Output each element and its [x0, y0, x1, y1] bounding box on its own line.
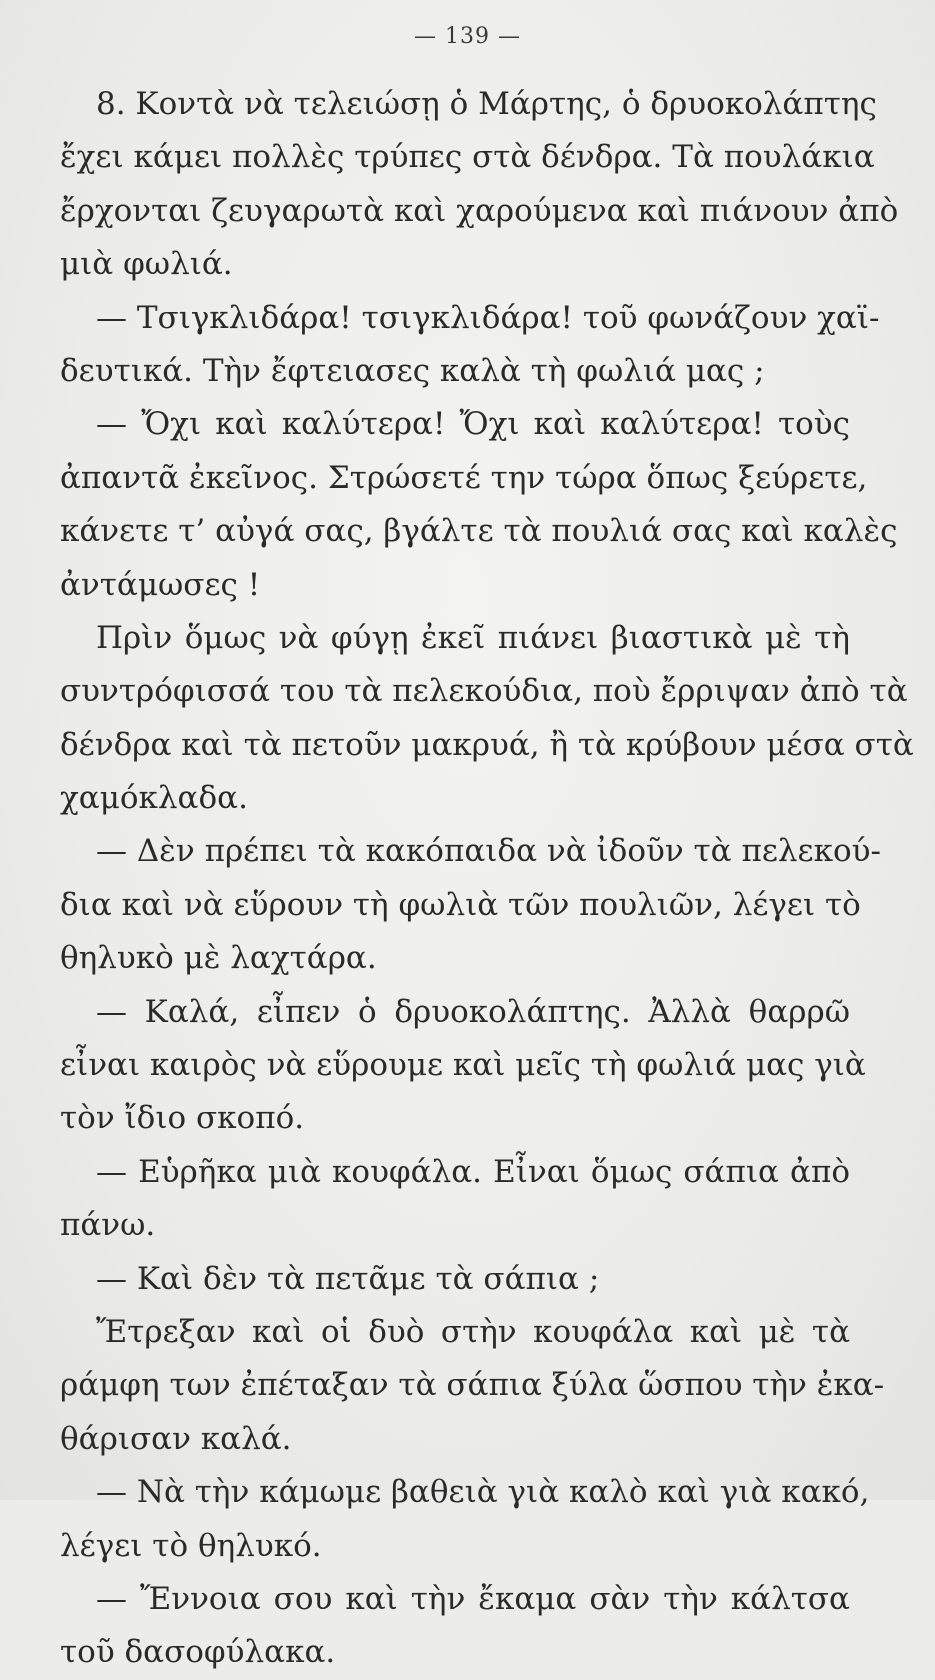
text-line: τὸν ἴδιο σκοπό.	[60, 1100, 305, 1137]
page-number-header: — 139 —	[414, 24, 521, 49]
text-line: ἀντάμωσες !	[60, 566, 261, 603]
text-line: χαμόκλαδα.	[60, 780, 248, 817]
text-line: — Νὰ τὴν κάμωμε βαθειὰ γιὰ καλὸ καὶ γιὰ κακό,	[96, 1474, 870, 1511]
text-line: — Ἔννοια σου καὶ τὴν ἔκαμα σὰν τὴν κάλτσα	[96, 1580, 850, 1617]
text-line: δένδρα καὶ τὰ πετοῦν μακρυά, ἢ τὰ κρύβουν μέσα στὰ	[60, 726, 914, 763]
text-line: — Δὲν πρέπει τὰ κακόπαιδα νὰ ἰδοῦν τὰ πελεκού-	[96, 833, 881, 870]
text-line: ἔχει κάμει πολλὲς τρύπες στὰ δένδρα. Τὰ πουλάκια	[60, 139, 875, 176]
text-line: 8. Κοντὰ νὰ τελειώσῃ ὁ Μάρτης, ὁ δρυοκολάπτης	[96, 86, 877, 122]
text-line: Ἔτρεξαν καὶ οἱ δυὸ στὴν κουφάλα καὶ μὲ τὰ	[96, 1313, 850, 1350]
text-line: — Ὄχι καὶ καλύτερα! Ὄχι καὶ καλύτερα! τοὺς	[96, 406, 850, 443]
text-line: μιὰ φωλιά.	[60, 246, 233, 283]
text-line: — Εὑρῆκα μιὰ κουφάλα. Εἶναι ὅμως σάπια ἀπὸ	[96, 1153, 850, 1190]
text-line: τοῦ δασοφύλακα.	[60, 1634, 336, 1671]
text-line: εἶναι καιρὸς νὰ εὕρουμε καὶ μεῖς τὴ φωλιά μας γιὰ	[60, 1047, 866, 1084]
text-line: Πρὶν ὅμως νὰ φύγῃ ἐκεῖ πιάνει βιαστικὰ μὲ τὴ	[96, 619, 850, 656]
body-text	[60, 78, 914, 1680]
text-line: — Τσιγκλιδάρα! τσιγκλιδάρα! τοῦ φωνάζουν χαϊ-	[96, 299, 880, 336]
text-line: θηλυκὸ μὲ λαχτάρα.	[60, 940, 377, 977]
text-line: δια καὶ νὰ εὕρουν τὴ φωλιὰ τῶν πουλιῶν, λέγει τὸ	[60, 886, 861, 923]
text-line: κάνετε τ’ αὐγά σας, βγάλτε τὰ πουλιά σας καὶ καλὲς	[60, 513, 898, 550]
text-line: θάρισαν καλά.	[60, 1420, 292, 1457]
text-line: λέγει τὸ θηλυκό.	[60, 1527, 322, 1564]
text-line: πάνω.	[60, 1207, 156, 1244]
text-line: ἀπαντᾶ ἐκεῖνος. Στρώσετέ την τώρα ὅπως ξεύρετε,	[60, 459, 868, 496]
text-line: ράμφη των ἐπέταξαν τὰ σάπια ξύλα ὥσπου τὴν ἐκα-	[60, 1367, 885, 1404]
text-line: ἔρχονται ζευγαρωτὰ καὶ χαρούμενα καὶ πιάνουν ἀπὸ	[60, 192, 899, 229]
text-line: δευτικά. Τὴν ἔφτειασες καλὰ τὴ φωλιά μας ;	[60, 352, 765, 389]
text-line: — Καὶ δὲν τὰ πετᾶμε τὰ σάπια ;	[96, 1260, 600, 1297]
text-line: — Καλά, εἶπεν ὁ δρυοκολάπτης. Ἀλλὰ θαρρῶ	[96, 993, 850, 1030]
text-line: συντρόφισσά του τὰ πελεκούδια, ποὺ ἔρριψαν ἀπὸ τὰ	[60, 673, 908, 710]
